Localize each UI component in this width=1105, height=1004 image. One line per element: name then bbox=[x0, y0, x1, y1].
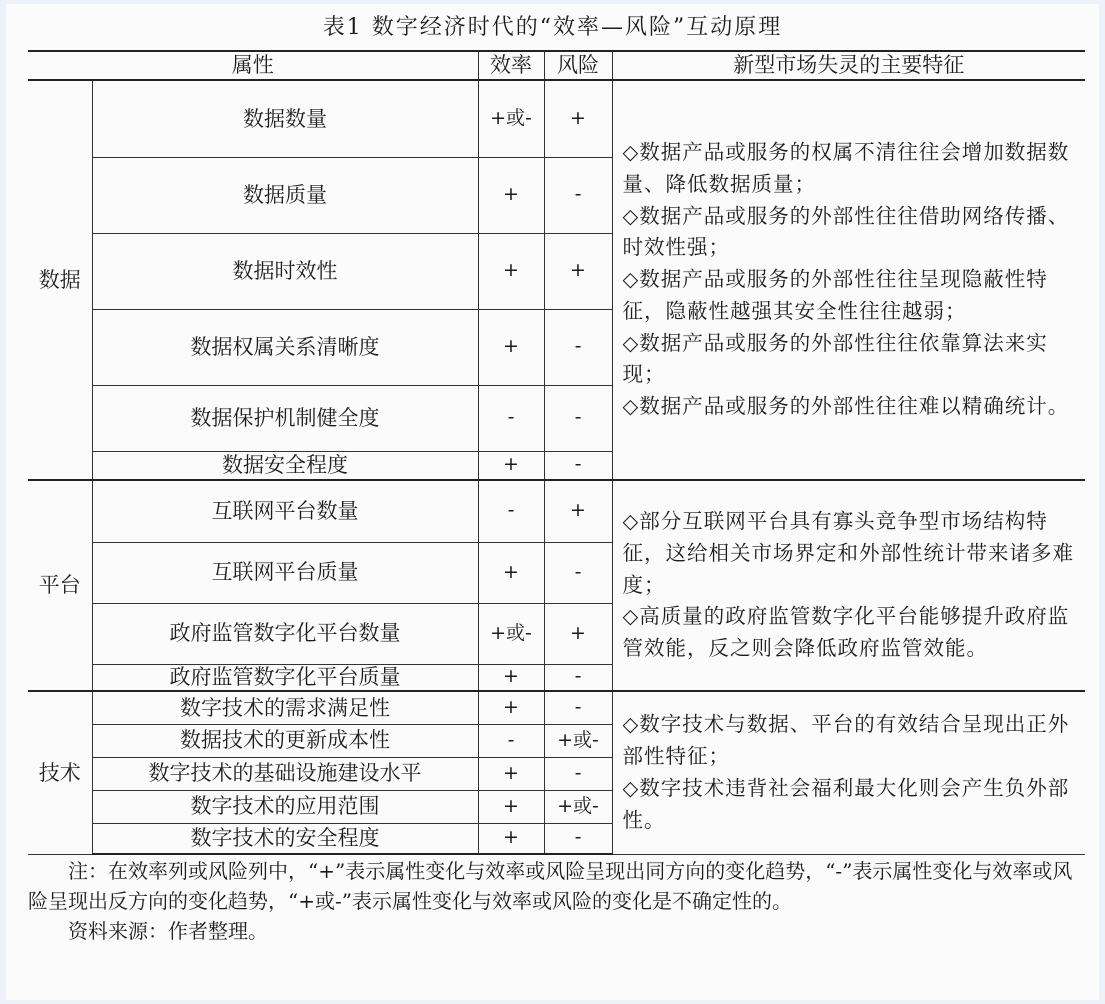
risk-cell: + bbox=[544, 480, 612, 542]
efficiency-cell: - bbox=[478, 724, 544, 757]
efficiency-cell: - bbox=[478, 385, 544, 451]
table-header-row bbox=[28, 51, 1085, 80]
efficiency-cell: + bbox=[478, 309, 544, 385]
risk-cell: + bbox=[544, 233, 612, 309]
attribute-cell: 数据时效性 bbox=[92, 233, 478, 309]
efficiency-cell: + bbox=[478, 451, 544, 480]
attribute-cell: 数字技术的需求满足性 bbox=[92, 691, 478, 724]
risk-cell: + bbox=[544, 80, 612, 157]
efficiency-cell: + bbox=[478, 790, 544, 823]
risk-cell: - bbox=[544, 451, 612, 480]
risk-cell: - bbox=[544, 823, 612, 854]
features-cell bbox=[612, 691, 1085, 854]
feature-line: ◇部分互联网平台具有寡头竞争型市场结构特征，这给相关市场界定和外部性统计带来诸多难度； bbox=[622, 509, 1074, 597]
efficiency-cell: + bbox=[478, 233, 544, 309]
feature-line: ◇数据产品或服务的权属不清往往会增加数据数量、降低数据质量； bbox=[622, 140, 1070, 196]
source-text: 资料来源：作者整理。 bbox=[68, 919, 268, 943]
table-row bbox=[28, 480, 1085, 542]
header-efficiency: 效率 bbox=[478, 51, 544, 80]
efficiency-cell: +或- bbox=[478, 603, 544, 664]
feature-line: ◇数据产品或服务的外部性往往难以精确统计。 bbox=[622, 394, 1070, 419]
feature-line: ◇高质量的政府监管数字化平台能够提升政府监管效能，反之则会降低政府监管效能。 bbox=[622, 604, 1070, 661]
category-cell: 平台 bbox=[28, 480, 92, 691]
table-note bbox=[28, 856, 1085, 946]
attribute-cell: 数据保护机制健全度 bbox=[92, 385, 478, 451]
features-cell bbox=[612, 480, 1085, 691]
efficiency-cell: + bbox=[478, 823, 544, 854]
feature-line: ◇数据产品或服务的外部性往往借助网络传播、时效性强； bbox=[622, 203, 1070, 260]
efficiency-cell: - bbox=[478, 480, 544, 542]
efficiency-risk-table bbox=[28, 50, 1085, 855]
feature-line: ◇数字技术与数据、平台的有效结合呈现出正外部性特征； bbox=[622, 712, 1070, 768]
note-text: 注：在效率列或风险列中，“+”表示属性变化与效率或风险呈现出同方向的变化趋势，“-”表示属性变化与效率或风险呈现出反方向的变化趋势，“+或-”表示属性变化与效率或风险的变化是不确定性的。 bbox=[28, 859, 1073, 913]
category-cell: 技术 bbox=[28, 691, 92, 854]
header-risk: 风险 bbox=[544, 51, 612, 80]
attribute-cell: 数字技术的应用范围 bbox=[92, 790, 478, 823]
table-row bbox=[28, 80, 1085, 157]
attribute-cell: 政府监管数字化平台质量 bbox=[92, 664, 478, 691]
attribute-cell: 互联网平台数量 bbox=[92, 480, 478, 542]
attribute-cell: 数字技术的安全程度 bbox=[92, 823, 478, 854]
features-cell bbox=[612, 80, 1085, 480]
attribute-cell: 数字技术的基础设施建设水平 bbox=[92, 757, 478, 790]
attribute-cell: 数据质量 bbox=[92, 157, 478, 233]
attribute-cell: 政府监管数字化平台数量 bbox=[92, 603, 478, 664]
efficiency-cell: + bbox=[478, 691, 544, 724]
efficiency-cell: + bbox=[478, 757, 544, 790]
risk-cell: - bbox=[544, 691, 612, 724]
attribute-cell: 数据安全程度 bbox=[92, 451, 478, 480]
risk-cell: - bbox=[544, 757, 612, 790]
header-attribute: 属性 bbox=[28, 51, 478, 80]
efficiency-cell: +或- bbox=[478, 80, 544, 157]
efficiency-cell: + bbox=[478, 542, 544, 603]
risk-cell: - bbox=[544, 664, 612, 691]
risk-cell: - bbox=[544, 385, 612, 451]
feature-line: ◇数据产品或服务的外部性往往依靠算法来实现； bbox=[622, 330, 1048, 387]
attribute-cell: 数据技术的更新成本性 bbox=[92, 724, 478, 757]
risk-cell: - bbox=[544, 542, 612, 603]
document-page bbox=[6, 4, 1099, 1000]
table-row bbox=[28, 691, 1085, 724]
feature-line: ◇数字技术违背社会福利最大化则会产生负外部性。 bbox=[622, 775, 1070, 832]
efficiency-cell: + bbox=[478, 157, 544, 233]
risk-cell: - bbox=[544, 157, 612, 233]
feature-line: ◇数据产品或服务的外部性往往呈现隐蔽性特征，隐蔽性越强其安全性往往越弱； bbox=[622, 267, 1048, 323]
risk-cell: +或- bbox=[544, 724, 612, 757]
risk-cell: + bbox=[544, 603, 612, 664]
attribute-cell: 数据数量 bbox=[92, 80, 478, 157]
table-title: 表1 数字经济时代的“效率—风险”互动原理 bbox=[322, 15, 783, 40]
risk-cell: - bbox=[544, 309, 612, 385]
attribute-cell: 互联网平台质量 bbox=[92, 542, 478, 603]
attribute-cell: 数据权属关系清晰度 bbox=[92, 309, 478, 385]
efficiency-cell: + bbox=[478, 664, 544, 691]
category-cell: 数据 bbox=[28, 80, 92, 480]
risk-cell: +或- bbox=[544, 790, 612, 823]
header-features: 新型市场失灵的主要特征 bbox=[612, 51, 1085, 80]
